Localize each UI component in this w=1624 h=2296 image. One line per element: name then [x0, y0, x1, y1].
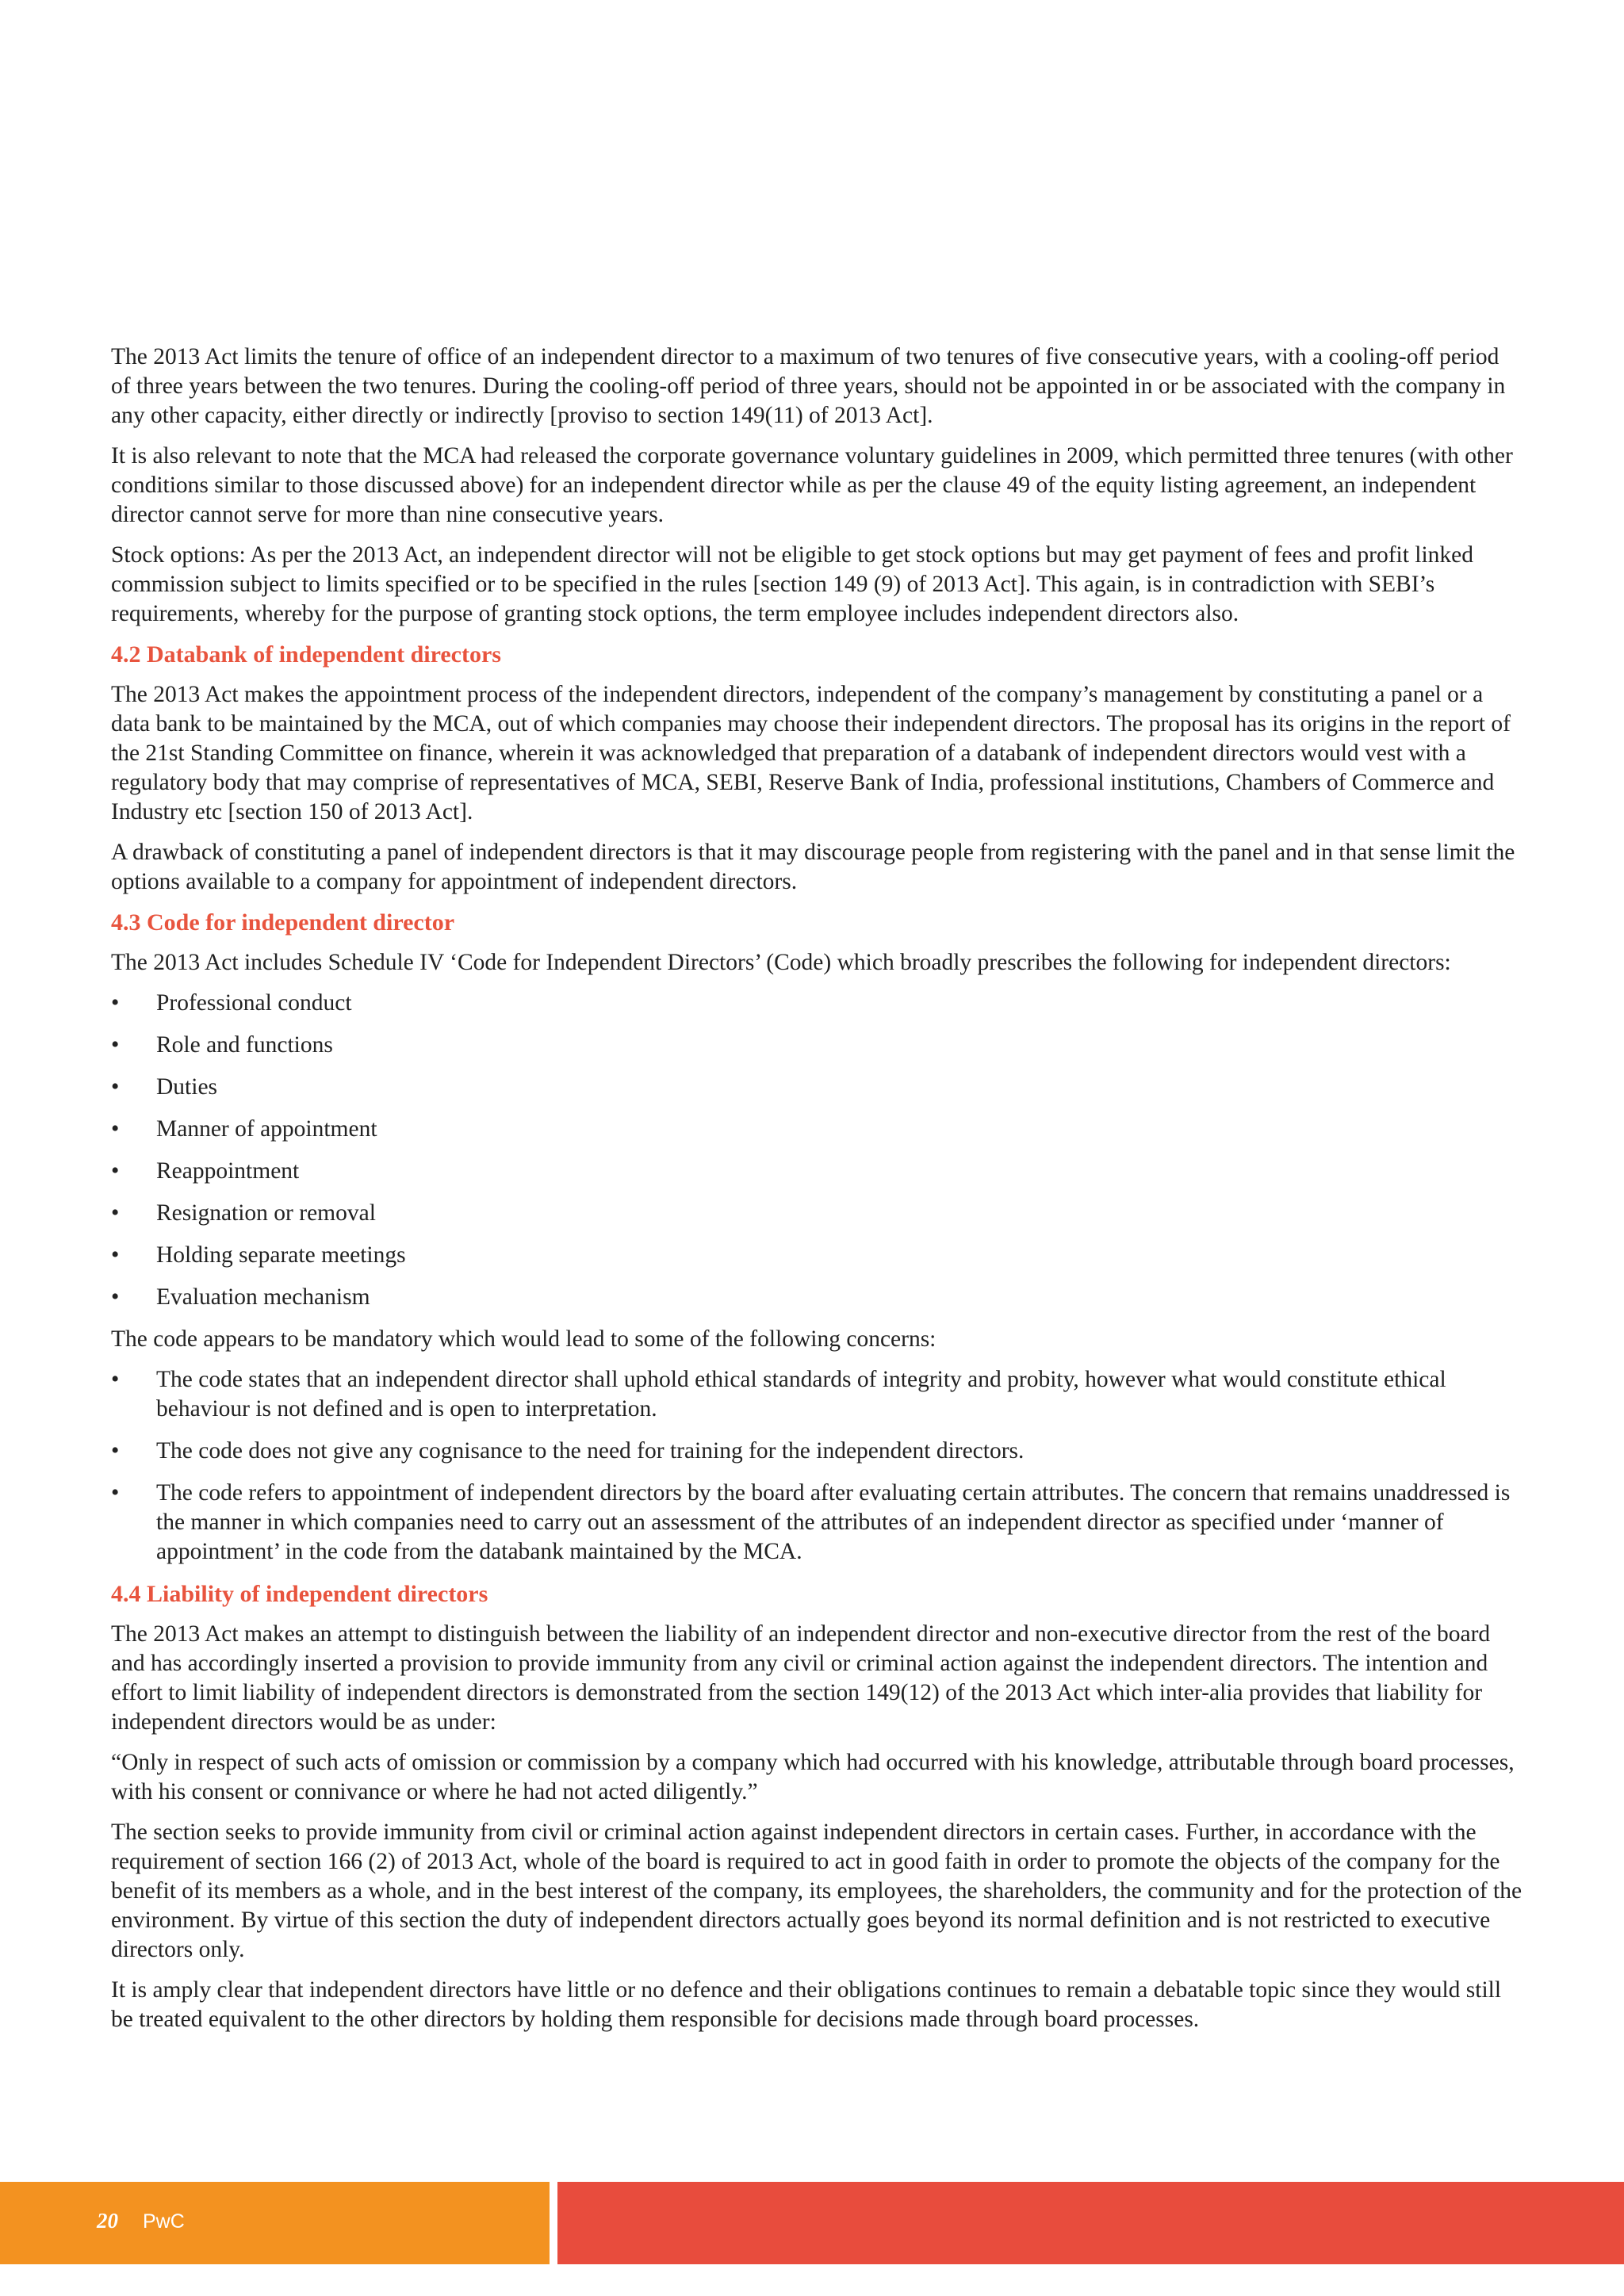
code-items-list — [111, 989, 1522, 1312]
code-concerns-list — [111, 1365, 1522, 1567]
section-heading-code: 4.3 Code for independent director — [111, 909, 455, 936]
list-item: • Manner of appointment — [111, 1115, 1522, 1144]
liability-paragraph-2: The section seeks to provide immunity from civil or criminal action against independent directors in certain cases. Further, in accordance with the requirement of section 166 (2) of 2013 Act, whole of the board is required to act in good faith in order to promote the objects of the company for the benefit of its members as a whole, and in the best interest of the company, its employees, the shareholders, the community and for the protection of the environment. By virtue of this section the duty of independent directors actually goes beyond its normal definition and is not restricted to executive directors only. — [111, 1820, 1522, 1962]
section-heading-databank: 4.2 Databank of independent directors — [111, 641, 501, 668]
concern-item: • The code refers to appointment of independent directors by the board after evaluating certain attributes. The concern that remains unaddressed is the manner in which companies need to carry out an assessment of the attributes of an independent director as specified under ‘manner of appointment’ in the code from the databank maintained by the MCA. — [111, 1479, 1522, 1567]
section-heading-liability: 4.4 Liability of independent directors — [111, 1581, 488, 1607]
code-intro-paragraph: The 2013 Act includes Schedule IV ‘Code for Independent Directors’ (Code) which broadly prescribes the following for independent directors: — [111, 950, 1451, 975]
concern-item: • The code states that an independent director shall uphold ethical standards of integrity and probity, however what would constitute ethical behaviour is not defined and is open to interpretation. — [111, 1365, 1522, 1424]
footer-red-bar — [557, 2182, 1624, 2264]
liability-quote: “Only in respect of such acts of omission or commission by a company which had occurred with his knowledge, attributable through board processes, with his consent or connivance or where he had not acted diligently.” — [111, 1750, 1515, 1804]
footer-orange-bar — [0, 2182, 550, 2264]
list-item: • Reappointment — [111, 1157, 1522, 1186]
liability-paragraph-1: The 2013 Act makes an attempt to distinguish between the liability of an independent director and non-executive director from the rest of the board and has accordingly inserted a provision to provide immunity from any civil or criminal action against the independent directors. The intention and effort to limit liability of independent directors is demonstrated from the section 149(12) of the 2013 Act which inter-alia provides that liability for independent directors would be as under: — [111, 1621, 1491, 1735]
intro-paragraph-1: The 2013 Act limits the tenure of office of an independent director to a maximum of two tenures of five consecutive years, with a cooling-off period of three years between the two tenures. During the cooling-off period of three years, should not be appointed in or be associated with the company in any other capacity, either directly or indirectly [proviso to section 149(11) of 2013 Act]. — [111, 344, 1506, 428]
page-footer — [0, 2182, 1624, 2264]
page-content — [111, 342, 1522, 2045]
list-item: • Role and functions — [111, 1031, 1522, 1060]
intro-paragraph-2: It is also relevant to note that the MCA had released the corporate governance voluntary guidelines in 2009, which permitted three tenures (with other conditions similar to those discussed above) for an independent director while as per the clause 49 of the equity listing agreement, an independent director cannot serve for more than nine consecutive years. — [111, 443, 1513, 527]
list-item: • Duties — [111, 1073, 1522, 1102]
page-number: 20 — [97, 2209, 118, 2233]
concern-item: • The code does not give any cognisance to the need for training for the independent directors. — [111, 1437, 1522, 1466]
list-item: • Holding separate meetings — [111, 1241, 1522, 1270]
databank-paragraph-2: A drawback of constituting a panel of independent directors is that it may discourage people from registering with the panel and in that sense limit the options available to a company for appointment of independent directors. — [111, 840, 1515, 894]
list-item: • Resignation or removal — [111, 1199, 1522, 1228]
databank-paragraph-1: The 2013 Act makes the appointment process of the independent directors, independent of the company’s management by constituting a panel or a data bank to be maintained by the MCA, out of which companies may choose their independent directors. The proposal has its origins in the report of the 21st Standing Committee on finance, wherein it was acknowledged that preparation of a databank of independent directors would vest with a regulatory body that may comprise of representatives of MCA, SEBI, Reserve Bank of India, professional institutions, Chambers of Commerce and Industry etc [section 150 of 2013 Act]. — [111, 682, 1511, 825]
list-item: • Evaluation mechanism — [111, 1283, 1522, 1312]
brand-name: PwC — [143, 2210, 185, 2233]
list-item: • Professional conduct — [111, 989, 1522, 1018]
code-concerns-intro: The code appears to be mandatory which would lead to some of the following concerns: — [111, 1326, 936, 1352]
liability-paragraph-3: It is amply clear that independent directors have little or no defence and their obligations continues to remain a debatable topic since they would still be treated equivalent to the other directors by holding them responsible for decisions made through board processes. — [111, 1977, 1502, 2032]
stock-options-paragraph: Stock options: As per the 2013 Act, an independent director will not be eligible to get stock options but may get payment of fees and profit linked commission subject to limits specified or to be specified in the rules [section 149 (9) of 2013 Act]. This again, is in contradiction with SEBI’s requirements, whereby for the purpose of granting stock options, the term employee includes independent directors also. — [111, 542, 1474, 626]
